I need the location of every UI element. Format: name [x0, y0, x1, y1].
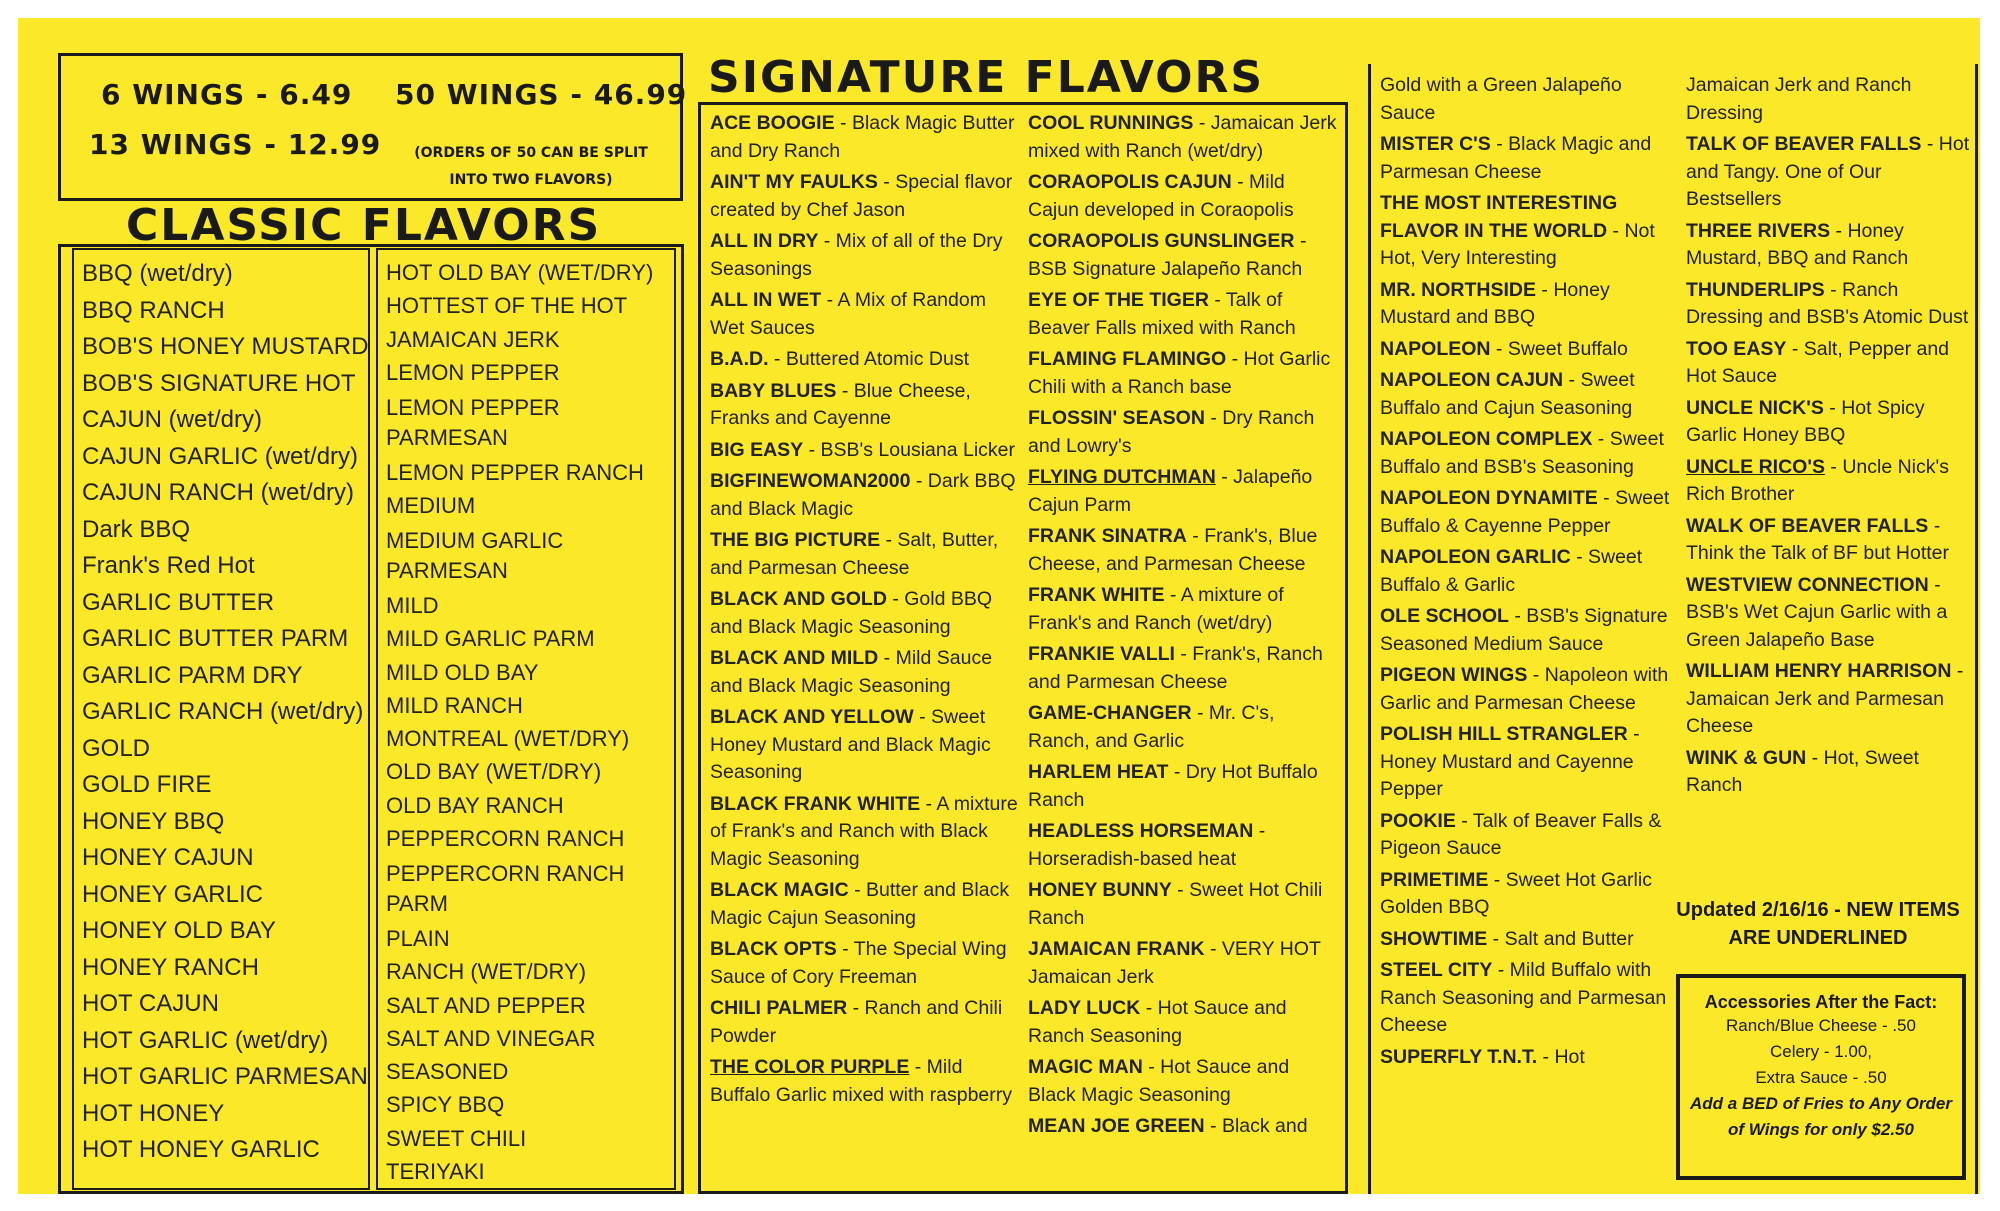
signature-flavor-item — [1380, 277, 1680, 332]
signature-flavor-item — [1380, 426, 1680, 481]
classic-flavor-item: BBQ (wet/dry) — [82, 260, 233, 287]
signature-flavor-name: WILLIAM HENRY HARRISON — [1686, 660, 1952, 682]
signature-flavor-desc: - Salt, Butter, and Parmesan Cheese — [710, 529, 999, 579]
price-50-wings: 50 WINGS - 46.99 — [395, 78, 688, 111]
signature-flavor-item — [710, 468, 1020, 523]
signature-flavor-item — [1686, 658, 1971, 741]
signature-flavor-item — [710, 527, 1020, 582]
signature-flavor-item — [710, 378, 1020, 433]
signature-flavor-item — [1686, 454, 1971, 509]
classic-flavor-item: MILD OLD BAY — [386, 659, 539, 685]
signature-flavor-name: B.A.D. — [710, 348, 769, 370]
signature-flavor-item — [710, 645, 1020, 700]
signature-flavor-item — [710, 877, 1020, 932]
signature-flavor-desc: - Dry Hot Buffalo Ranch — [1028, 761, 1318, 811]
signature-flavor-name: THE COLOR PURPLE — [710, 1056, 910, 1078]
signature-flavor-desc: - Sweet Buffalo & Garlic — [1380, 546, 1643, 596]
signature-flavor-name: WINK & GUN — [1686, 746, 1807, 769]
signature-flavor-desc: - Salt and Butter — [1487, 927, 1634, 950]
signature-flavor-desc: - Think the Talk of BF but Hotter — [1686, 514, 1950, 564]
signature-flavor-name: CORAOPOLIS CAJUN — [1028, 171, 1232, 193]
classic-flavor-item: MILD RANCH — [386, 692, 523, 718]
signature-flavor-name: NAPOLEON GARLIC — [1380, 546, 1571, 568]
signature-flavor-name: JAMAICAN FRANK — [1028, 938, 1205, 960]
signature-flavor-desc: - Hot Sauce and Ranch Seasoning — [1028, 997, 1287, 1047]
signature-flavor-name: TALK OF BEAVER FALLS — [1686, 133, 1922, 155]
signature-flavor-name: FLAMING FLAMINGO — [1028, 348, 1227, 370]
signature-flavor-name: EYE OF THE TIGER — [1028, 289, 1209, 311]
signature-flavor-desc: - A mixture of Frank's and Ranch (wet/dry) — [1028, 584, 1284, 634]
signature-flavor-item — [1028, 759, 1340, 814]
signature-flavor-desc: - Mild Sauce and Black Magic Seasoning — [710, 647, 993, 697]
signature-flavor-item — [1380, 721, 1680, 804]
classic-flavor-item: SPICY BBQ — [386, 1092, 505, 1118]
signature-flavor-item — [1380, 544, 1680, 599]
signature-flavor-desc: - A Mix of Random Wet Sauces — [710, 289, 986, 339]
signature-flavor-item — [1028, 346, 1340, 401]
signature-flavor-item — [1028, 287, 1340, 342]
signature-flavor-desc: - BSB Signature Jalapeño Ranch — [1028, 230, 1307, 280]
signature-flavor-desc: - Special flavor created by Chef Jason — [710, 171, 1013, 221]
signature-flavor-desc: - Mild Cajun developed in Coraopolis — [1028, 171, 1294, 221]
signature-flavor-desc: - Dark BBQ and Black Magic — [710, 470, 1016, 520]
signature-flavor-desc: - Frank's, Blue Cheese, and Parmesan Cheese — [1028, 525, 1318, 575]
signature-flavor-desc: - Honey Mustard, BBQ and Ranch — [1686, 219, 1909, 269]
price-box — [58, 53, 688, 201]
signature-flavor-name: NAPOLEON DYNAMITE — [1380, 487, 1598, 509]
signature-flavor-desc: - Sweet Buffalo — [1490, 337, 1628, 360]
signature-flavor-item — [1028, 228, 1340, 283]
signature-flavor-item — [710, 346, 1020, 374]
signature-flavor-desc: - Black and — [1204, 1115, 1308, 1137]
classic-flavor-item: HOT GARLIC PARMESAN — [82, 1063, 368, 1090]
fries-promo: Add a BED of Fries to Any Order of Wings for only $2.50 — [1690, 1094, 1952, 1139]
classic-flavor-item: HONEY OLD BAY — [82, 917, 276, 944]
signature-flavor-name: POOKIE — [1380, 809, 1456, 832]
classic-flavor-item: HONEY GARLIC — [82, 880, 263, 908]
signature-flavor-name: MAGIC MAN — [1028, 1056, 1143, 1078]
classic-left-list — [82, 256, 372, 1169]
signature-flavor-item — [1380, 603, 1680, 658]
price-note: (ORDERS OF 50 CAN BE SPLIT INTO TWO FLAVORS) — [414, 145, 648, 188]
signature-flavor-item — [1028, 1054, 1340, 1109]
classic-flavor-item: HONEY CAJUN — [82, 844, 254, 871]
signature-flavor-item — [710, 704, 1020, 787]
signature-flavor-item — [710, 936, 1020, 991]
signature-flavor-item — [1028, 700, 1340, 755]
classic-flavor-item: PLAIN — [386, 925, 450, 951]
signature-flavor-desc: - Jamaican Jerk and Parmesan Cheese — [1686, 660, 1964, 737]
signature-flavor-name: MR. NORTHSIDE — [1380, 278, 1536, 301]
signature-flavor-item — [1028, 110, 1340, 165]
signature-flavor-desc: Jamaican Jerk and Ranch Dressing — [1686, 74, 1912, 124]
signature-flavor-desc: - Hot — [1537, 1045, 1585, 1068]
signature-flavor-name: BLACK AND YELLOW — [710, 706, 914, 728]
signature-flavor-item — [1028, 582, 1340, 637]
classic-flavor-item: SALT AND PEPPER — [386, 992, 586, 1018]
classic-flavor-item: OLD BAY (WET/DRY) — [386, 759, 602, 785]
signature-flavors-heading: SIGNATURE FLAVORS — [708, 52, 1265, 103]
signature-flavor-item — [1380, 131, 1680, 186]
signature-flavor-desc: - Salt, Pepper and Hot Sauce — [1686, 337, 1950, 387]
price-6-wings: 6 WINGS - 6.49 — [101, 78, 353, 111]
classic-flavor-item: HOTTEST OF THE HOT — [386, 293, 628, 319]
signature-flavor-desc: - Mild Buffalo with Ranch Seasoning and Parmesan Cheese — [1380, 959, 1667, 1036]
signature-flavor-desc: - Sweet Hot Garlic Golden BBQ — [1380, 868, 1652, 918]
signature-flavor-item — [1686, 277, 1971, 332]
classic-flavor-item: HOT HONEY — [82, 1099, 225, 1127]
signature-flavor-name: BLACK AND GOLD — [710, 588, 887, 610]
signature-flavor-name: NAPOLEON CAJUN — [1380, 369, 1564, 391]
classic-flavor-item: MONTREAL (WET/DRY) — [386, 726, 630, 752]
signature-flavor-item — [1380, 72, 1680, 127]
signature-flavor-item — [710, 169, 1020, 224]
classic-flavor-item: SWEET CHILI — [386, 1125, 527, 1151]
signature-column-2 — [1028, 110, 1340, 1145]
signature-flavor-item — [1380, 336, 1680, 364]
signature-flavor-name: ACE BOOGIE — [710, 112, 835, 134]
signature-flavor-item — [1028, 1113, 1340, 1141]
signature-column-3 — [1380, 72, 1680, 1075]
signature-flavor-desc: - BSB's Wet Cajun Garlic with a Green Jalapeño Base — [1686, 573, 1948, 651]
classic-flavor-item: LEMON PEPPER — [386, 359, 560, 385]
signature-flavor-name: THE BIG PICTURE — [710, 529, 881, 551]
signature-flavor-desc: - Sweet Buffalo and BSB's Seasoning — [1380, 428, 1664, 478]
signature-flavor-desc: - Butter and Black Magic Cajun Seasoning — [710, 879, 1010, 929]
classic-flavor-item: MEDIUM — [386, 493, 476, 519]
classic-flavor-item: PEPPERCORN RANCH — [386, 826, 625, 852]
signature-flavor-desc: - Hot Garlic Chili with a Ranch base — [1028, 348, 1331, 398]
signature-flavor-name: PIGEON WINGS — [1380, 664, 1528, 686]
signature-flavor-name: NAPOLEON COMPLEX — [1380, 428, 1593, 450]
signature-flavor-desc: - VERY HOT Jamaican Jerk — [1028, 938, 1321, 988]
signature-flavor-name: PRIMETIME — [1380, 868, 1489, 891]
signature-flavor-desc: - Hot, Sweet Ranch — [1686, 746, 1919, 796]
signature-flavor-name: BIGFINEWOMAN2000 — [710, 470, 911, 492]
signature-flavor-name: AIN'T MY FAULKS — [710, 171, 878, 193]
accessory-extra-sauce: Extra Sauce - .50 — [1755, 1068, 1887, 1087]
signature-column-4 — [1686, 72, 1971, 804]
signature-flavor-name: FLYING DUTCHMAN — [1028, 466, 1216, 488]
signature-flavor-name: THREE RIVERS — [1686, 219, 1831, 242]
signature-flavor-item — [710, 437, 1020, 465]
signature-flavor-desc: - Honey Mustard and BBQ — [1380, 278, 1610, 328]
signature-flavor-desc: - Not Hot, Very Interesting — [1380, 219, 1655, 269]
classic-right-list — [386, 256, 676, 1188]
classic-flavor-item: Frank's Red Hot — [82, 552, 255, 579]
price-13-wings: 13 WINGS - 12.99 — [89, 128, 382, 161]
signature-flavor-name: FRANK SINATRA — [1028, 525, 1187, 547]
accessories-title: Accessories After the Fact: — [1704, 992, 1938, 1012]
signature-flavor-desc: - Buttered Atomic Dust — [768, 348, 969, 370]
classic-flavor-item: BOB'S SIGNATURE HOT — [82, 369, 356, 397]
signature-flavor-name: FRANKIE VALLI — [1028, 643, 1175, 665]
classic-flavor-item: BOB'S HONEY MUSTARD — [82, 333, 369, 360]
signature-flavor-desc: - Blue Cheese, Franks and Cayenne — [710, 379, 971, 429]
signature-flavor-item — [1686, 395, 1971, 450]
signature-flavor-item — [710, 228, 1020, 283]
signature-flavor-name: UNCLE NICK'S — [1686, 396, 1824, 419]
signature-flavor-desc: - Sweet Honey Mustard and Black Magic Seasoning — [710, 706, 991, 783]
signature-flavor-desc: - A mixture of Frank's and Ranch with Black Magic Seasoning — [710, 792, 1018, 870]
signature-flavor-name: WESTVIEW CONNECTION — [1686, 573, 1929, 596]
signature-flavor-item — [1686, 131, 1971, 214]
signature-flavor-item — [1380, 808, 1680, 863]
signature-flavor-name: COOL RUNNINGS — [1028, 112, 1194, 134]
signature-flavor-item — [1028, 818, 1340, 873]
classic-flavor-item: HOT CAJUN — [82, 990, 219, 1017]
signature-flavor-name: BIG EASY — [710, 438, 804, 461]
signature-flavor-item — [1380, 1044, 1680, 1072]
signature-flavor-name: FRANK WHITE — [1028, 584, 1165, 606]
signature-flavor-item — [1028, 169, 1340, 224]
signature-flavor-item — [1028, 464, 1340, 519]
signature-flavor-item — [710, 1054, 1020, 1109]
signature-flavor-item — [1028, 523, 1340, 578]
classic-flavor-item: RANCH (WET/DRY) — [386, 959, 587, 985]
signature-flavor-item — [1028, 995, 1340, 1050]
classic-flavor-item: MILD — [386, 592, 439, 618]
signature-flavor-item — [1686, 72, 1971, 127]
signature-flavor-desc: - Black Magic Butter and Dry Ranch — [710, 112, 1015, 162]
classic-flavor-item: GARLIC BUTTER — [82, 588, 275, 616]
signature-flavor-name: BLACK FRANK WHITE — [710, 792, 921, 815]
signature-flavor-name: POLISH HILL STRANGLER — [1380, 723, 1628, 745]
signature-flavor-item — [1686, 513, 1971, 568]
signature-flavor-desc: - Sweet Buffalo and Cajun Seasoning — [1380, 369, 1635, 419]
signature-flavor-name: THUNDERLIPS — [1686, 278, 1825, 301]
signature-flavor-name: WALK OF BEAVER FALLS — [1686, 514, 1929, 537]
signature-flavor-item — [1028, 936, 1340, 991]
signature-flavor-item — [1028, 405, 1340, 460]
signature-column-1 — [710, 110, 1020, 1113]
signature-flavor-desc: - Mild Buffalo Garlic mixed with raspberry — [710, 1056, 1013, 1106]
signature-flavor-desc: - Sweet Buffalo & Cayenne Pepper — [1380, 487, 1670, 537]
signature-flavor-item — [1380, 662, 1680, 717]
signature-flavor-name: TOO EASY — [1686, 337, 1787, 360]
signature-flavor-item — [1686, 336, 1971, 391]
signature-flavor-name: CORAOPOLIS GUNSLINGER — [1028, 230, 1295, 252]
signature-flavor-name: GAME-CHANGER — [1028, 702, 1192, 724]
signature-flavor-item — [710, 110, 1020, 165]
signature-flavor-name: BABY BLUES — [710, 379, 837, 402]
classic-flavor-item: PEPPERCORN RANCH PARM — [386, 861, 625, 917]
signature-flavor-desc: - The Special Wing Sauce of Cory Freeman — [710, 938, 1007, 988]
signature-flavor-desc: - Gold BBQ and Black Magic Seasoning — [710, 588, 993, 638]
classic-flavor-item: TERIYAKI — [386, 1159, 485, 1185]
signature-flavor-desc: - Talk of Beaver Falls & Pigeon Sauce — [1380, 809, 1662, 859]
classic-flavor-item: HONEY BBQ — [82, 807, 225, 835]
signature-flavor-desc: - Uncle Nick's Rich Brother — [1686, 455, 1949, 505]
signature-flavor-desc: Gold with a Green Jalapeño Sauce — [1380, 74, 1622, 124]
signature-flavor-item — [1028, 641, 1340, 696]
signature-flavor-name: BLACK MAGIC — [710, 879, 849, 901]
signature-flavor-name: THE MOST INTERESTING FLAVOR IN THE WORLD — [1380, 192, 1618, 242]
classic-flavor-item: SALT AND VINEGAR — [386, 1025, 596, 1051]
signature-flavor-item — [1028, 877, 1340, 932]
signature-flavor-name: HEADLESS HORSEMAN — [1028, 820, 1254, 842]
signature-flavor-name: BLACK OPTS — [710, 938, 837, 960]
classic-flavor-item: Dark BBQ — [82, 515, 191, 543]
signature-flavor-desc: - Talk of Beaver Falls mixed with Ranch — [1028, 289, 1296, 339]
signature-flavor-desc: - Mr. C's, Ranch, and Garlic — [1028, 702, 1275, 752]
signature-flavor-item — [1686, 218, 1971, 273]
classic-flavor-item: LEMON PEPPER PARMESAN — [386, 395, 560, 451]
classic-flavor-item: HOT OLD BAY (WET/DRY) — [386, 260, 654, 285]
signature-flavor-name: HARLEM HEAT — [1028, 761, 1169, 783]
signature-flavor-desc: - Horseradish-based heat — [1028, 820, 1266, 870]
classic-flavor-item: CAJUN (wet/dry) — [82, 406, 263, 433]
classic-flavor-item: CAJUN GARLIC (wet/dry) — [82, 442, 359, 470]
signature-flavor-name: UNCLE RICO'S — [1686, 455, 1825, 478]
classic-flavor-item: HOT GARLIC (wet/dry) — [82, 1026, 329, 1054]
signature-flavor-name: MEAN JOE GREEN — [1028, 1115, 1205, 1137]
signature-flavor-desc: - Sweet Hot Chili Ranch — [1028, 879, 1323, 929]
signature-flavor-desc: - Jalapeño Cajun Parm — [1028, 466, 1313, 516]
signature-flavor-desc: - Ranch and Chili Powder — [710, 997, 1003, 1047]
classic-flavor-item: GARLIC BUTTER PARM — [82, 625, 349, 652]
classic-flavor-item: GOLD — [82, 734, 151, 762]
signature-flavor-name: FLOSSIN' SEASON — [1028, 407, 1205, 429]
signature-flavor-name: LADY LUCK — [1028, 997, 1141, 1019]
signature-flavor-name: HONEY BUNNY — [1028, 879, 1172, 901]
signature-flavor-desc: - Hot and Tangy. One of Our Bestsellers — [1686, 133, 1970, 210]
classic-flavor-item: HONEY RANCH — [82, 953, 259, 981]
signature-flavor-desc: - Honey Mustard and Cayenne Pepper — [1380, 723, 1640, 800]
signature-flavor-name: CHILI PALMER — [710, 997, 848, 1019]
signature-flavor-name: SHOWTIME — [1380, 927, 1488, 950]
signature-flavor-desc: - Napoleon with Garlic and Parmesan Cheese — [1380, 664, 1669, 714]
classic-flavor-item: SEASONED — [386, 1059, 509, 1085]
classic-flavor-item: GARLIC RANCH (wet/dry) — [82, 698, 364, 725]
accessories-box — [1676, 974, 1966, 1180]
signature-flavor-name: OLE SCHOOL — [1380, 605, 1509, 627]
signature-flavor-desc: - Black Magic and Parmesan Cheese — [1380, 133, 1652, 183]
signature-flavor-item — [710, 791, 1020, 874]
signature-flavor-item — [1380, 957, 1680, 1040]
signature-flavor-item — [1380, 867, 1680, 922]
signature-flavor-desc: - BSB's Signature Seasoned Medium Sauce — [1380, 605, 1668, 655]
signature-flavor-desc: - Hot Spicy Garlic Honey BBQ — [1686, 396, 1925, 446]
signature-flavor-name: SUPERFLY T.N.T. — [1380, 1045, 1538, 1068]
signature-flavor-name: BLACK AND MILD — [710, 647, 879, 669]
signature-flavor-item — [1380, 190, 1680, 273]
signature-flavor-name: NAPOLEON — [1380, 337, 1491, 360]
signature-flavor-desc: - Hot Sauce and Black Magic Seasoning — [1028, 1056, 1290, 1106]
classic-flavor-item: MEDIUM GARLIC PARMESAN — [386, 528, 564, 584]
signature-flavor-item — [710, 995, 1020, 1050]
signature-flavor-item — [1380, 367, 1680, 422]
signature-flavor-item — [1380, 926, 1680, 954]
classic-flavor-item: BBQ RANCH — [82, 296, 225, 324]
updated-note: Updated 2/16/16 - NEW ITEMS ARE UNDERLINED — [1676, 899, 1960, 949]
menu-sheet — [18, 18, 1980, 1194]
signature-flavor-desc: - Dry Ranch and Lowry's — [1028, 407, 1315, 457]
signature-flavor-name: ALL IN DRY — [710, 230, 819, 252]
classic-flavor-item: GOLD FIRE — [82, 771, 212, 798]
classic-flavor-item: OLD BAY RANCH — [386, 792, 564, 818]
signature-flavor-desc: - Jamaican Jerk mixed with Ranch (wet/dry) — [1028, 112, 1337, 162]
signature-flavor-desc: - Frank's, Ranch and Parmesan Cheese — [1028, 643, 1323, 693]
signature-flavor-name: MISTER C'S — [1380, 133, 1491, 155]
signature-flavor-name: STEEL CITY — [1380, 959, 1493, 981]
signature-flavor-desc: - Ranch Dressing and BSB's Atomic Dust — [1686, 278, 1969, 328]
signature-flavor-desc: - BSB's Lousiana Licker — [803, 438, 1016, 461]
accessory-celery: Celery - 1.00, — [1769, 1042, 1873, 1061]
classic-flavor-item: GARLIC PARM DRY — [82, 661, 303, 689]
signature-flavor-item — [1380, 485, 1680, 540]
classic-flavor-item: LEMON PEPPER RANCH — [386, 459, 644, 485]
classic-flavor-item: MILD GARLIC PARM — [386, 626, 595, 652]
signature-flavor-item — [1686, 745, 1971, 800]
signature-flavor-item — [1686, 572, 1971, 655]
signature-flavor-item — [710, 586, 1020, 641]
accessory-dressing: Ranch/Blue Cheese - .50 — [1726, 1016, 1916, 1035]
signature-flavor-item — [710, 287, 1020, 342]
classic-flavor-item: HOT HONEY GARLIC — [82, 1136, 320, 1163]
signature-flavor-name: ALL IN WET — [710, 289, 822, 311]
classic-flavor-item: CAJUN RANCH (wet/dry) — [82, 479, 355, 506]
classic-flavors-heading: CLASSIC FLAVORS — [126, 200, 602, 251]
signature-flavor-desc: - Mix of all of the Dry Seasonings — [710, 230, 1003, 280]
classic-flavor-item: JAMAICAN JERK — [386, 326, 560, 352]
